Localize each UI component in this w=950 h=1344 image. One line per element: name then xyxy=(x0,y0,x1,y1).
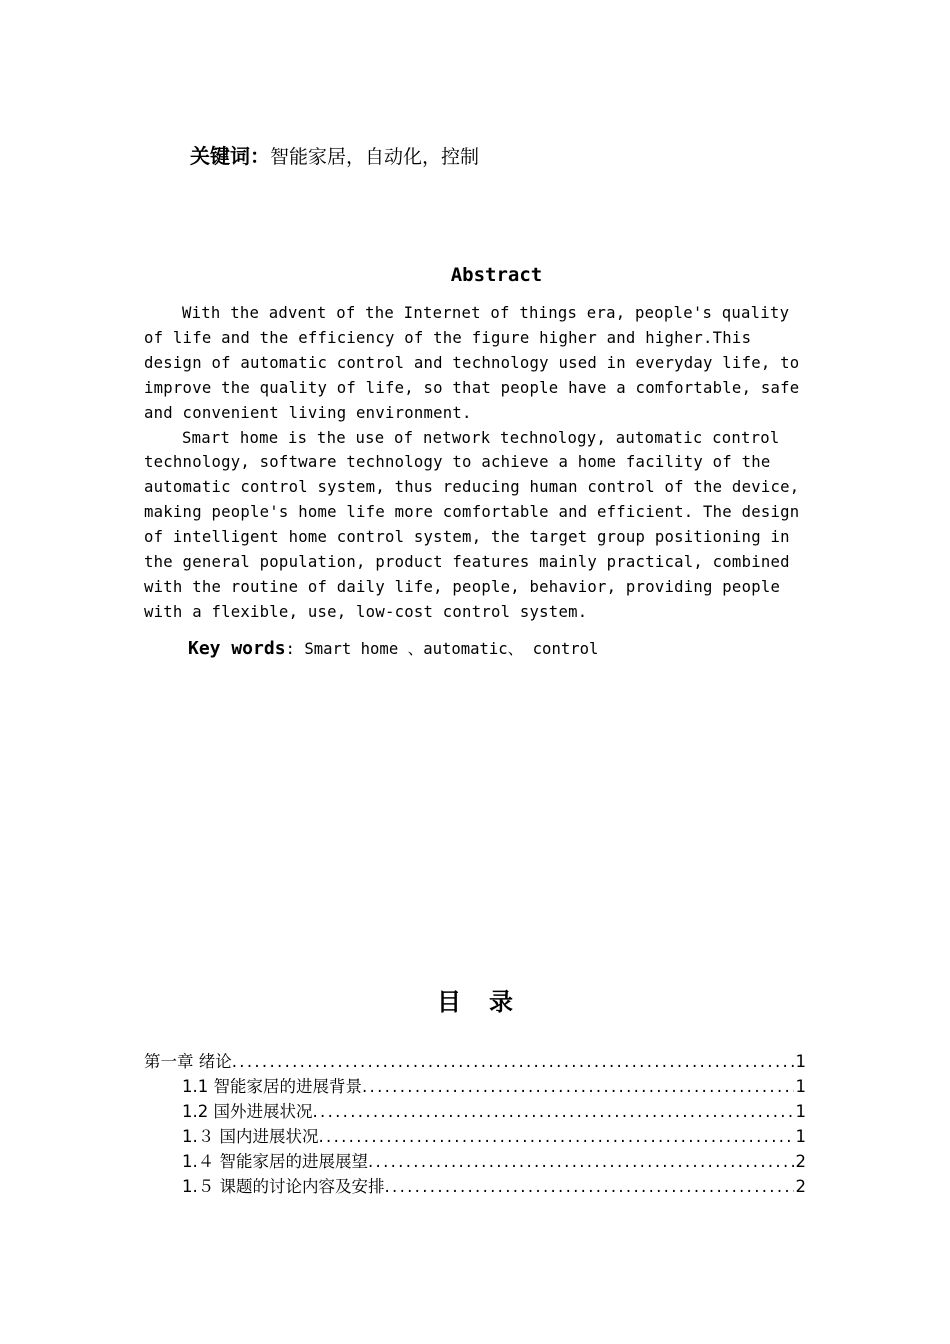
toc-page-number: 2 xyxy=(795,1177,806,1196)
cn-keywords-label: 关键词： xyxy=(190,144,270,168)
toc-dot-leader xyxy=(385,1174,794,1199)
cn-keywords xyxy=(190,140,479,169)
toc-entry-1-1[interactable] xyxy=(144,1074,806,1099)
en-keywords xyxy=(188,637,598,659)
toc-page-number: 1 xyxy=(795,1052,806,1071)
toc-entry-chapter-1[interactable] xyxy=(144,1049,806,1074)
toc-page-number: 1 xyxy=(795,1127,806,1146)
toc-page-number: 1 xyxy=(795,1077,806,1096)
toc-entry-label: 1.1 智能家居的进展背景 xyxy=(182,1077,362,1096)
toc-page-number: 2 xyxy=(795,1152,806,1171)
abstract-paragraph: Smart home is the use of network technology, automatic control technology, software technology to achieve a home facility of the automatic control system, thus reducing human control of the device, making people's home life more comfortable and efficient. The design of intelligent home control system, the target group positioning in the general population, product features mainly practical, combined with the routine of daily life, people, behavior, providing people with a flexible, use, low-cost control system. xyxy=(144,428,800,621)
cn-keywords-value: 智能家居，自动化，控制 xyxy=(270,146,480,168)
toc-entry-label: 第一章 绪论 xyxy=(144,1052,232,1071)
toc-entry-label: 1.2 国外进展状况 xyxy=(182,1102,313,1121)
toc-dot-leader xyxy=(232,1049,794,1074)
en-keywords-label: Key words xyxy=(188,638,286,659)
toc-page-number: 1 xyxy=(795,1102,806,1121)
toc-entry-label: 1.４ 智能家居的进展展望 xyxy=(182,1152,368,1171)
toc-dot-leader xyxy=(319,1124,794,1149)
toc-entry-label: 1.３ 国内进展状况 xyxy=(182,1127,319,1146)
toc-entry-1-4[interactable] xyxy=(144,1149,806,1174)
en-keywords-value: : Smart home 、automatic、 control xyxy=(285,640,599,658)
toc-entry-label: 1.５ 课题的讨论内容及安排 xyxy=(182,1177,385,1196)
toc-entry-1-5[interactable] xyxy=(144,1174,806,1199)
toc-entry-1-2[interactable] xyxy=(144,1099,806,1124)
table-of-contents xyxy=(144,1049,806,1199)
toc-dot-leader xyxy=(362,1074,794,1099)
toc-dot-leader xyxy=(368,1149,794,1174)
abstract-body xyxy=(144,301,804,625)
toc-dot-leader xyxy=(313,1099,794,1124)
toc-entry-1-3[interactable] xyxy=(144,1124,806,1149)
abstract-title: Abstract xyxy=(450,264,543,286)
toc-title: 目录 xyxy=(437,988,541,1016)
abstract-paragraph: With the advent of the Internet of things era, people's quality of life and the efficiency of the figure higher and higher.This design of automatic control and technology used in everyday life, to improve the quality of life, so that people have a comfortable, safe and convenient living environment. xyxy=(144,304,800,422)
